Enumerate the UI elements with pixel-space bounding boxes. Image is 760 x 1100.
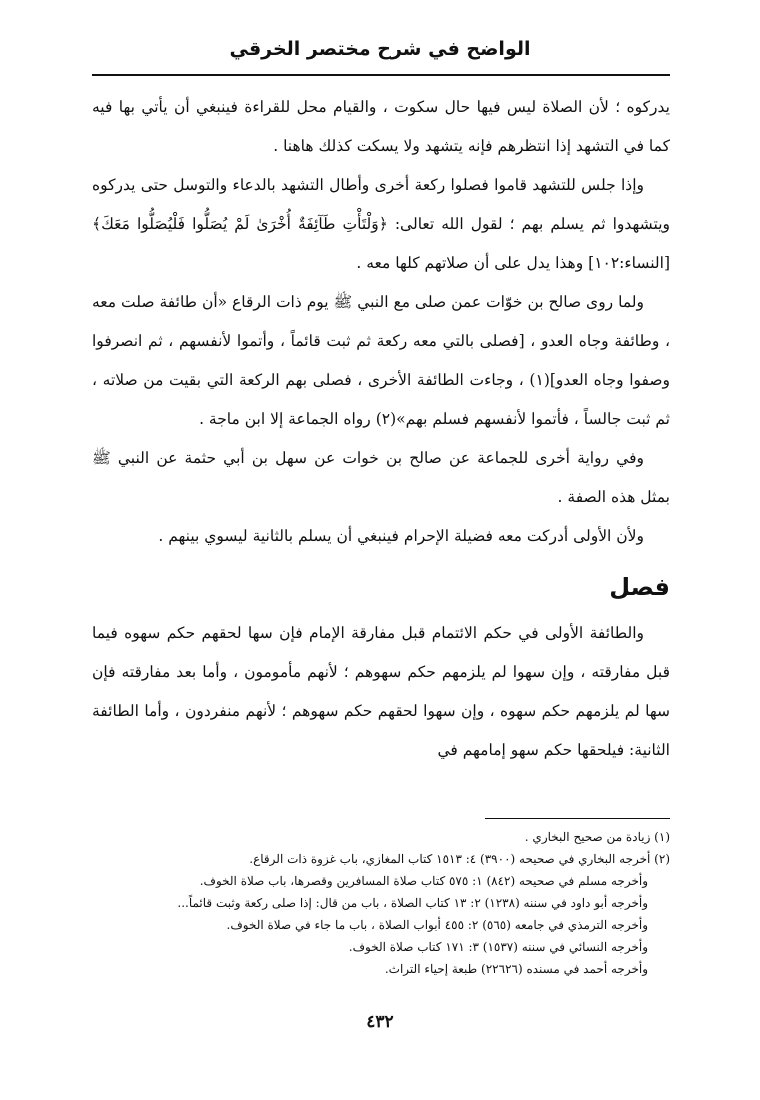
- header-rule: [92, 74, 670, 76]
- footnote-continuation: وأخرجه أبو داود في سننه (١٢٣٨) ٢: ١٣ كتاب الصلاة ، باب من قال: إذا صلى ركعة وثبت قائماً...: [177, 896, 648, 910]
- section-heading: فصل: [609, 573, 670, 601]
- paragraph: ولما روى صالح بن خوّات عمن صلى مع النبي ﷺ يوم ذات الرقاع «أن طائفة صلت معه ، وطائفة وجاه العدو ، [فصلى بالتي معه ركعة ثم ثبت قائماً ، وأتموا لأنفسهم ، ثم انصرفوا وصفوا وجاه العدو](١) ، وجاءت الطائفة الأخرى ، فصلى بهم الركعة التي بقيت من صلاته ، ثم ثبت جالساً ، فأتموا لأنفسهم فسلم بهم»(٢) رواه الجماعة إلا ابن ماجة .: [92, 293, 671, 428]
- footnote-continuation: وأخرجه الترمذي في جامعه (٥٦٥) ٢: ٤٥٥ أبواب الصلاة ، باب ما جاء في صلاة الخوف.: [226, 918, 648, 932]
- running-header: الواضح في شرح مختصر الخرقي: [229, 38, 531, 60]
- paragraph: ولأن الأولى أدركت معه فضيلة الإحرام فينبغي أن يسلم بالثانية ليسوي بينهم .: [158, 527, 644, 545]
- paragraph: وفي رواية أخرى للجماعة عن صالح بن خوات عن سهل بن أبي حثمة عن النبي ﷺ بمثل هذه الصفة .: [92, 449, 670, 506]
- footnote-continuation: وأخرجه أحمد في مسنده (٢٢٦٢٦) طبعة إحياء التراث.: [384, 962, 648, 976]
- footnotes: [92, 826, 670, 980]
- paragraph: وإذا جلس للتشهد قاموا فصلوا ركعة أخرى وأطال التشهد بالدعاء والتوسل حتى يدركوه ويتشهدوا ثم يسلم بهم ؛ لقول الله تعالى: ﴿وَلْتَأْتِ طَآئِفَةٌ أُخْرَىٰ لَمْ يُصَلُّوا فَلْيُصَلُّوا مَعَكَ﴾ [النساء:١٠٢] وهذا يدل على أن صلاتهم كلها معه .: [92, 176, 670, 272]
- footnote-rule: [485, 818, 670, 819]
- footnote-continuation: وأخرجه النسائي في سننه (١٥٣٧) ٣: ١٧١ كتاب صلاة الخوف.: [348, 940, 648, 954]
- paragraph: والطائفة الأولى في حكم الائتمام قبل مفارقة الإمام فإن سها لحقهم حكم سهوه فيما قبل مفارقته ، وإن سهوا لم يلزمهم حكم سهوهم ؛ لأنهم مأمومون ، وأما بعد مفارقته فإن سها لم يلزمهم حكم سهوه ، وإن سهوا لحقهم حكم سهوهم ؛ لأنهم منفردون ، وأما الطائفة الثانية: فيلحقها حكم سهو إمامهم في: [92, 624, 670, 759]
- footnote-continuation: وأخرجه مسلم في صحيحه (٨٤٢) ١: ٥٧٥ كتاب صلاة المسافرين وقصرها، باب صلاة الخوف.: [199, 874, 648, 888]
- footnote: (٢) أخرجه البخاري في صحيحه (٣٩٠٠) ٤: ١٥١٣ كتاب المغازي، باب غزوة ذات الرقاع.: [249, 852, 670, 866]
- main-text: [92, 88, 670, 770]
- page-number: ٤٣٢: [366, 1012, 394, 1032]
- paragraph: يدركوه ؛ لأن الصلاة ليس فيها حال سكوت ، والقيام محل للقراءة فينبغي أن يأتي بها فيه كما في التشهد إذا انتظرهم فإنه يتشهد ولا يسكت كذلك هاهنا .: [92, 98, 670, 155]
- footnote: (١) زيادة من صحيح البخاري .: [524, 830, 670, 844]
